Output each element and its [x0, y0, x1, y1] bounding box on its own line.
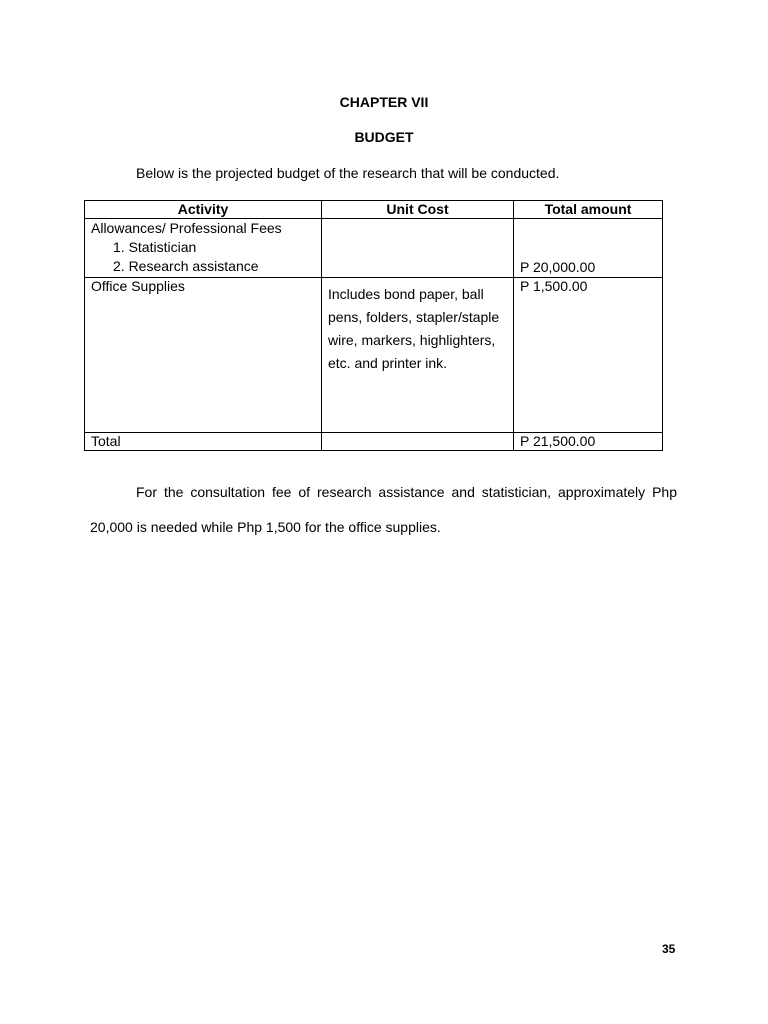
page-number: 35: [662, 942, 676, 956]
section-title: BUDGET: [354, 129, 414, 145]
allowances-total-cell: [514, 219, 663, 278]
summary-text: For the consultation fee of research assistance and statistician, approximately Php 20,000 is needed while Php 1,500 for the office supplies.: [90, 484, 677, 535]
total-label-cell: Total: [85, 433, 322, 451]
list-item: 1. Statistician: [113, 239, 197, 255]
header-total-amount: Total amount: [514, 201, 663, 219]
table-row: [85, 219, 663, 278]
office-unit-cost-cell: Includes bond paper, ball pens, folders, stapler/staple wire, markers, highlighters, etc. and printer ink.: [322, 278, 514, 433]
summary-paragraph: [90, 475, 677, 545]
table-header-row: [85, 201, 663, 219]
intro-sentence: Below is the projected budget of the research that will be conducted.: [136, 165, 560, 181]
budget-table: [84, 200, 663, 451]
office-activity-cell: Office Supplies: [85, 278, 322, 433]
office-total-cell: P 1,500.00: [514, 278, 663, 433]
allowances-activity-cell: [85, 219, 322, 278]
total-amount-cell: P 21,500.00: [514, 433, 663, 451]
allowances-unit-cost-cell: [322, 219, 514, 278]
total-unit-cost-cell: [322, 433, 514, 451]
chapter-heading: CHAPTER VII: [339, 94, 429, 110]
table-row: [85, 278, 663, 433]
allowances-total-value: P 20,000.00: [520, 259, 596, 275]
table-row: [85, 433, 663, 451]
header-unit-cost: Unit Cost: [322, 201, 514, 219]
list-item: 2. Research assistance: [113, 258, 259, 274]
allowances-item-list: [91, 238, 315, 276]
allowances-label: Allowances/ Professional Fees: [91, 220, 282, 236]
header-activity: Activity: [85, 201, 322, 219]
